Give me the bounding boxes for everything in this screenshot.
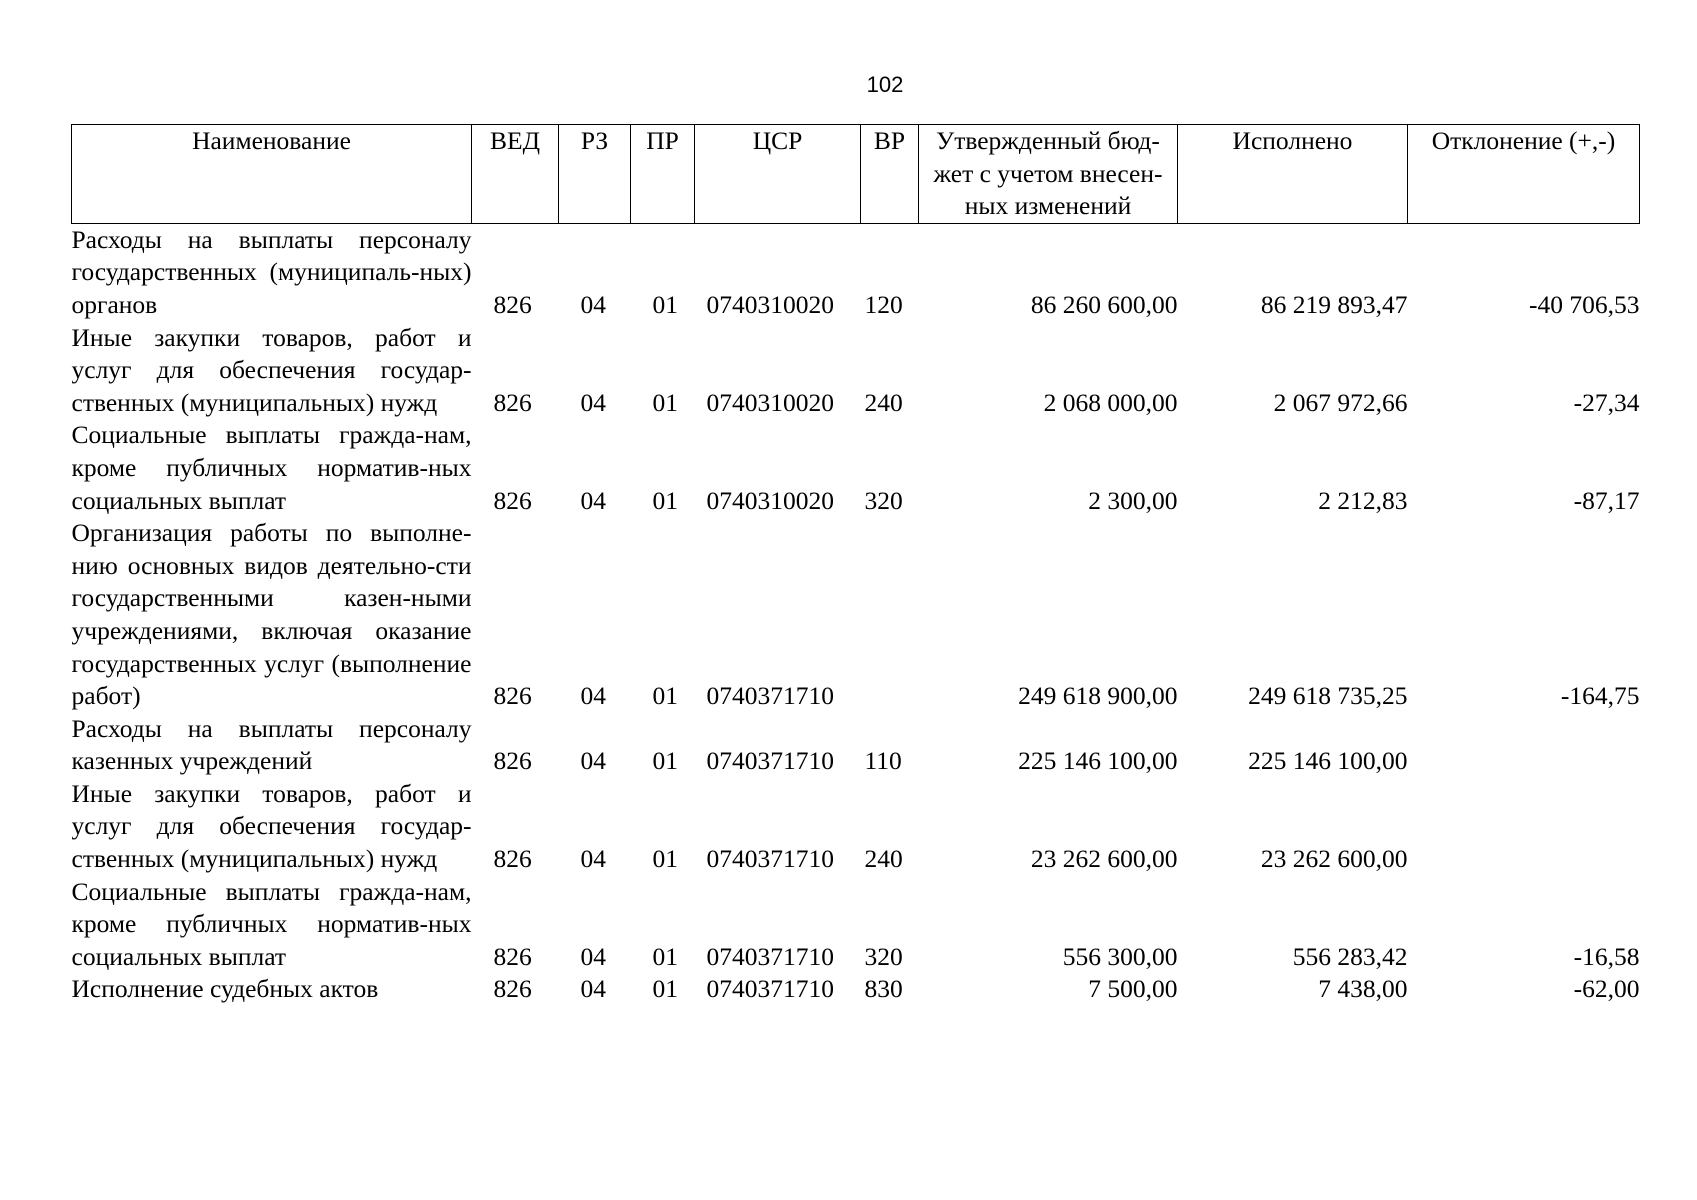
row-executed-cell: 7 438,00	[1318, 974, 1408, 1004]
row-name-text: Социальные выплаты гражда-нам, кроме публичных норматив-ных социальных выплат	[71, 876, 472, 971]
row-executed-cell: 86 219 893,47	[1260, 289, 1408, 319]
row-ved-cell: 826	[493, 387, 532, 417]
row-name-cell	[72, 973, 472, 1006]
row-vr-cell	[861, 517, 919, 713]
row-rz-cell: 04	[580, 941, 606, 971]
page-number: 102	[866, 72, 904, 97]
column-header-vr: ВР	[861, 125, 919, 224]
row-name-cell	[72, 778, 472, 876]
row-deviation-cell: -164,75	[1560, 681, 1640, 711]
row-approved-cell: 556 300,00	[1062, 941, 1178, 971]
table-header-row	[72, 125, 1640, 224]
row-approved-cell: 249 618 900,00	[1018, 681, 1178, 711]
table-row	[72, 876, 1640, 974]
table-row	[72, 322, 1640, 420]
row-name-cell	[72, 876, 472, 974]
row-rz-cell: 04	[580, 746, 606, 776]
row-approved-cell: 225 146 100,00	[1018, 746, 1178, 776]
row-name-cell	[72, 713, 472, 778]
row-ved-cell: 826	[493, 681, 532, 711]
row-ved-cell: 826	[493, 974, 532, 1004]
row-ved-cell: 826	[493, 746, 532, 776]
row-rz-cell: 04	[580, 974, 606, 1004]
row-rz-cell: 04	[580, 844, 606, 874]
row-deviation-cell: -27,34	[1573, 387, 1640, 417]
row-deviation-cell: -87,17	[1573, 485, 1640, 515]
row-name-cell	[72, 419, 472, 517]
row-pr-cell: 01	[652, 746, 678, 776]
column-header-deviation: Отклонение (+,-)	[1408, 125, 1640, 224]
row-csr-cell: 0740371710	[706, 844, 834, 874]
row-rz-cell: 04	[580, 681, 606, 711]
row-name-text: Социальные выплаты гражда-нам, кроме публичных норматив-ных социальных выплат	[71, 420, 472, 515]
row-rz-cell: 04	[580, 485, 606, 515]
row-pr-cell: 01	[652, 485, 678, 515]
row-approved-cell: 2 300,00	[1088, 485, 1178, 515]
row-approved-cell: 2 068 000,00	[1043, 387, 1178, 417]
row-csr-cell: 0740371710	[706, 746, 834, 776]
row-name-cell	[72, 322, 472, 420]
row-vr-cell: 240	[864, 387, 903, 417]
row-vr-cell: 120	[864, 289, 903, 319]
row-rz-cell: 04	[580, 387, 606, 417]
row-deviation-cell	[1408, 778, 1640, 876]
row-name-cell	[72, 223, 472, 321]
row-vr-cell: 320	[864, 941, 903, 971]
column-header-csr: ЦСР	[695, 125, 861, 224]
row-pr-cell: 01	[652, 974, 678, 1004]
row-csr-cell: 0740371710	[706, 974, 834, 1004]
column-header-name: Наименование	[72, 125, 472, 224]
row-csr-cell: 0740371710	[706, 681, 834, 711]
row-pr-cell: 01	[652, 844, 678, 874]
row-executed-cell: 225 146 100,00	[1248, 746, 1408, 776]
row-approved-cell: 23 262 600,00	[1030, 844, 1178, 874]
table-row	[72, 713, 1640, 778]
row-ved-cell: 826	[493, 485, 532, 515]
table-row	[72, 223, 1640, 321]
row-approved-cell: 86 260 600,00	[1030, 289, 1178, 319]
table-row	[72, 778, 1640, 876]
row-pr-cell: 01	[652, 681, 678, 711]
row-executed-cell: 249 618 735,25	[1248, 681, 1408, 711]
column-header-ved: ВЕД	[472, 125, 559, 224]
row-deviation-cell: -40 706,53	[1529, 289, 1640, 319]
column-header-rz: РЗ	[559, 125, 631, 224]
column-header-pr: ПР	[631, 125, 695, 224]
budget-execution-table	[71, 124, 1640, 1006]
column-header-approved: Утвержденный бюд-жет с учетом внесен-ных изменений	[919, 125, 1178, 224]
row-executed-cell: 556 283,42	[1292, 941, 1408, 971]
row-executed-cell: 2 212,83	[1318, 485, 1408, 515]
row-vr-cell: 320	[864, 485, 903, 515]
table-row	[72, 419, 1640, 517]
row-ved-cell: 826	[493, 289, 532, 319]
row-vr-cell: 240	[864, 844, 903, 874]
row-executed-cell: 23 262 600,00	[1260, 844, 1408, 874]
row-approved-cell: 7 500,00	[1088, 974, 1178, 1004]
row-pr-cell: 01	[652, 289, 678, 319]
row-name-text: Расходы на выплаты персоналу казенных учреждений	[71, 713, 472, 776]
row-ved-cell: 826	[493, 844, 532, 874]
table-row	[72, 973, 1640, 1006]
row-csr-cell: 0740371710	[706, 941, 834, 971]
table-row	[72, 517, 1640, 713]
row-vr-cell: 830	[864, 974, 903, 1004]
row-pr-cell: 01	[652, 387, 678, 417]
row-executed-cell: 2 067 972,66	[1273, 387, 1408, 417]
row-deviation-cell: -62,00	[1573, 974, 1640, 1004]
column-header-executed: Исполнено	[1178, 125, 1408, 224]
row-name-text: Иные закупки товаров, работ и услуг для обеспечения государ-ственных (муниципальных) нужд	[71, 322, 472, 417]
row-vr-cell: 110	[864, 746, 902, 776]
row-csr-cell: 0740310020	[706, 485, 834, 515]
row-csr-cell: 0740310020	[706, 387, 834, 417]
row-csr-cell: 0740310020	[706, 289, 834, 319]
row-rz-cell: 04	[580, 289, 606, 319]
row-name-text: Расходы на выплаты персоналу государственных (муниципаль-ных) органов	[71, 224, 472, 319]
row-deviation-cell: -16,58	[1573, 941, 1640, 971]
row-deviation-cell	[1408, 713, 1640, 778]
row-pr-cell: 01	[652, 941, 678, 971]
row-name-text: Организация работы по выполне-нию основных видов деятельно-сти государственными казен-ными учреждениями, включая оказание государственных услуг (выполнение работ)	[71, 518, 472, 711]
row-name-text: Иные закупки товаров, работ и услуг для обеспечения государ-ственных (муниципальных) нужд	[71, 778, 472, 874]
row-ved-cell: 826	[493, 941, 532, 971]
row-name-text: Исполнение судебных актов	[71, 974, 379, 1004]
row-name-cell	[72, 517, 472, 713]
